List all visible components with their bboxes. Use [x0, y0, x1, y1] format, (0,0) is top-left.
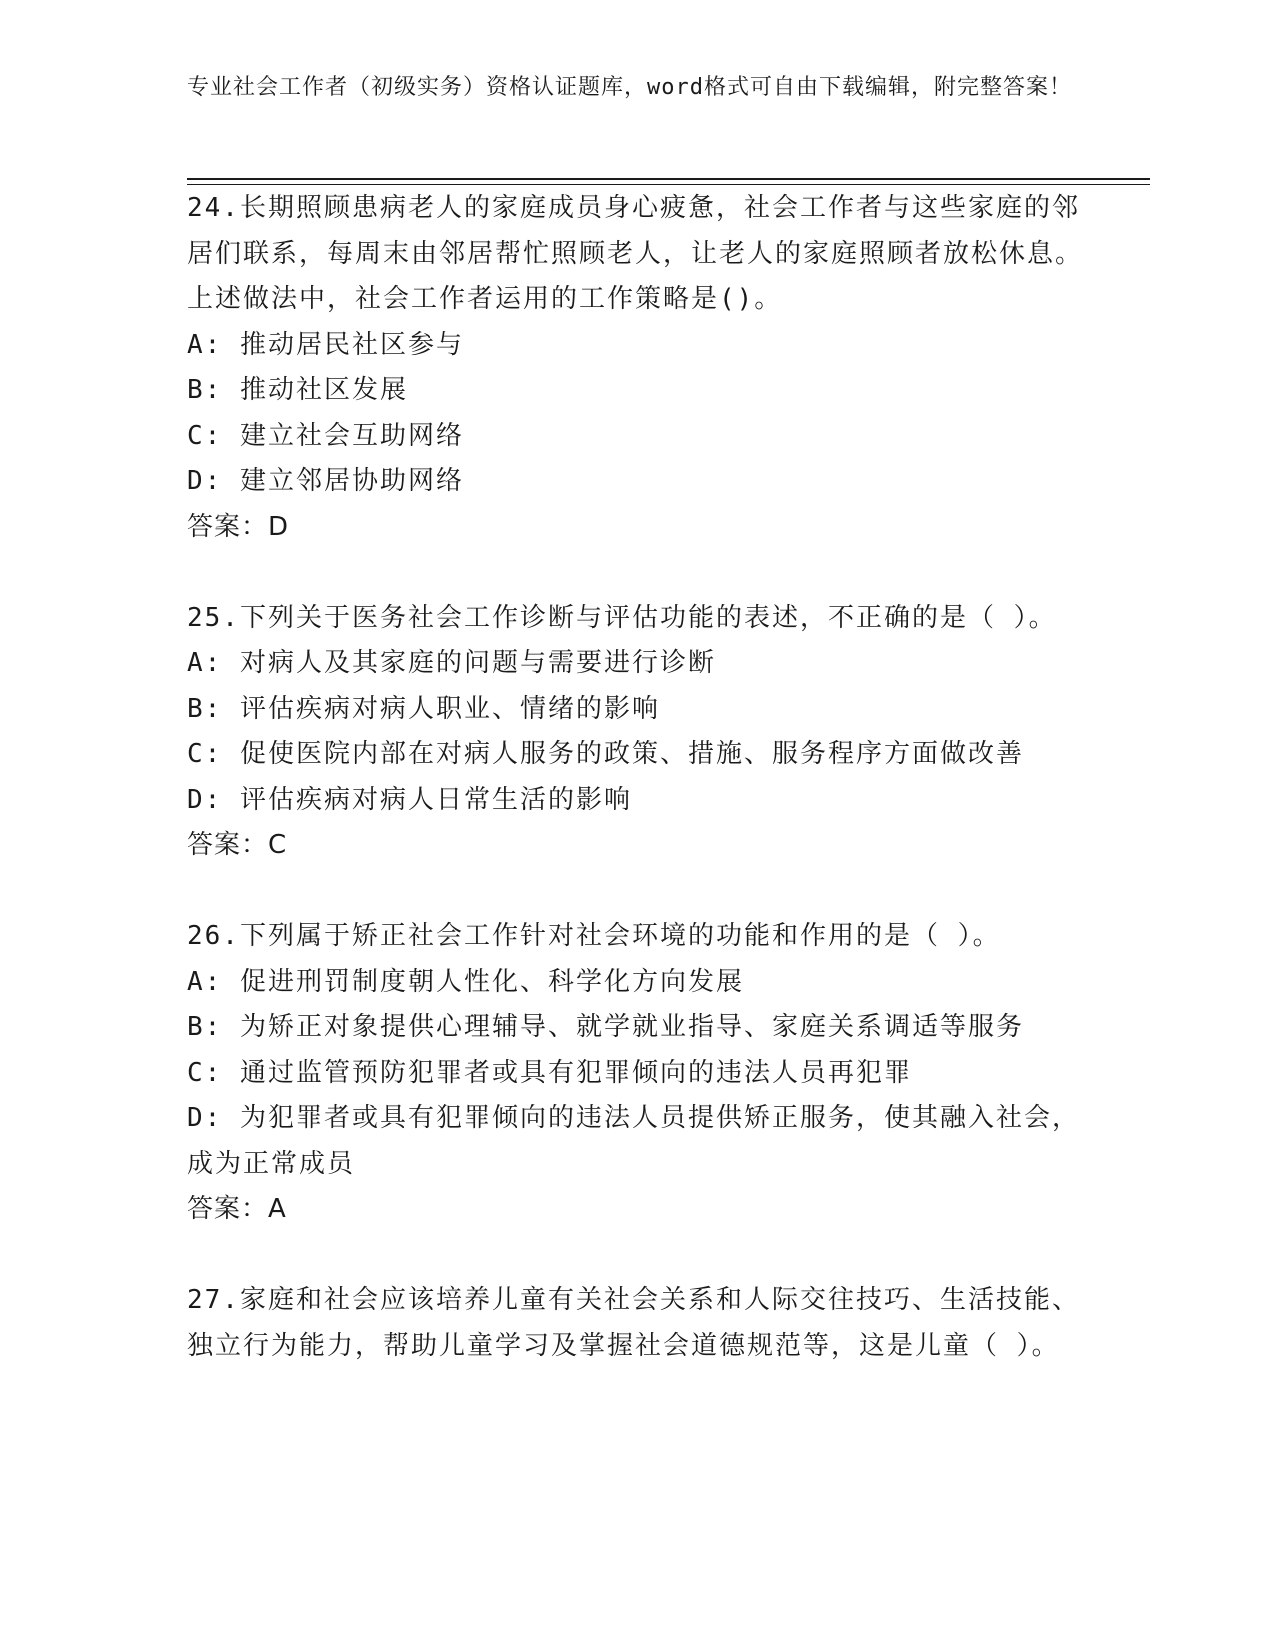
question-stem: 24.长期照顾患病老人的家庭成员身心疲惫，社会工作者与这些家庭的邻居们联系，每周末由邻居帮忙照顾老人，让老人的家庭照顾者放松休息。上述做法中，社会工作者运用的工作策略是()。	[187, 193, 1084, 314]
question-27	[187, 1278, 1087, 1369]
option-a: A: 对病人及其家庭的问题与需要进行诊断	[187, 648, 716, 678]
option-b: B: 评估疾病对病人职业、情绪的影响	[187, 693, 660, 724]
option-c: C: 通过监管预防犯罪者或具有犯罪倾向的违法人员再犯罪	[187, 1057, 912, 1088]
option-d: D: 评估疾病对病人日常生活的影响	[187, 784, 632, 815]
question-list	[187, 186, 1087, 1369]
question-spacer	[187, 550, 1087, 596]
option-d: D: 为犯罪者或具有犯罪倾向的违法人员提供矫正服务，使其融入社会，成为正常成员	[187, 1103, 1080, 1179]
header-rule-thin	[187, 184, 1150, 185]
question-26	[187, 914, 1087, 1233]
question-spacer	[187, 1233, 1087, 1279]
option-a: A: 推动居民社区参与	[187, 329, 464, 360]
option-a: A: 促进刑罚制度朝人性化、科学化方向发展	[187, 966, 744, 997]
option-b: B: 推动社区发展	[187, 375, 408, 405]
question-stem: 25.下列关于医务社会工作诊断与评估功能的表述，不正确的是（ ）。	[187, 602, 1057, 633]
question-stem: 26.下列属于矫正社会工作针对社会环境的功能和作用的是（ ）。	[187, 921, 1001, 951]
answer-label: 答案：D	[187, 511, 290, 542]
answer-label: 答案：A	[187, 1194, 287, 1224]
option-c: C: 促使医院内部在对病人服务的政策、措施、服务程序方面做改善	[187, 739, 1024, 769]
option-b: B: 为矫正对象提供心理辅导、就学就业指导、家庭关系调适等服务	[187, 1012, 1024, 1042]
option-d: D: 建立邻居协助网络	[187, 466, 464, 496]
option-c: C: 建立社会互助网络	[187, 420, 464, 451]
answer-label: 答案：C	[187, 830, 288, 860]
header-rule-thick	[187, 178, 1150, 180]
question-25	[187, 596, 1087, 869]
question-spacer	[187, 869, 1087, 915]
question-stem: 27.家庭和社会应该培养儿童有关社会关系和人际交往技巧、生活技能、独立行为能力，帮助儿童学习及掌握社会道德规范等，这是儿童（ ）。	[187, 1285, 1080, 1361]
document-header: 专业社会工作者（初级实务）资格认证题库，word格式可自由下载编辑，附完整答案！	[187, 75, 1072, 100]
question-24	[187, 186, 1087, 550]
